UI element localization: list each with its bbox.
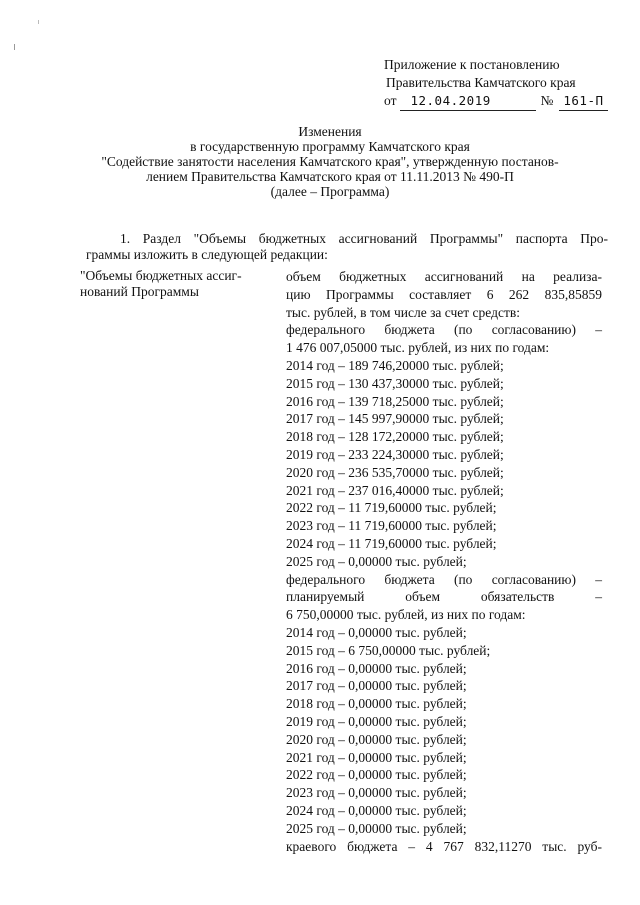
value-line: 2023 год – 11 719,60000 тыс. рублей;: [286, 518, 497, 534]
title-line-4: лением Правительства Камчатского края от 11.11.2013 № 490-П: [146, 169, 514, 184]
appendix-line-2: Правительства Камчатского края: [386, 75, 576, 90]
number-sign: №: [540, 93, 554, 108]
value-line: 2014 год – 0,00000 тыс. рублей;: [286, 624, 467, 640]
title-line-1: Изменения: [298, 124, 362, 139]
value-line: 2020 год – 236 535,70000 тыс. рублей;: [286, 464, 504, 480]
table-label-cell: [80, 268, 270, 300]
value-line: 2022 год – 0,00000 тыс. рублей;: [286, 767, 467, 783]
appendix-line-1: Приложение к постановлению: [384, 57, 560, 72]
intro-text-2: граммы изложить в следующей редакции:: [86, 247, 328, 262]
value-line: 2022 год – 11 719,60000 тыс. рублей;: [286, 500, 497, 516]
value-line: 2015 год – 6 750,00000 тыс. рублей;: [286, 642, 491, 658]
value-line: 2016 год – 0,00000 тыс. рублей;: [286, 660, 467, 676]
value-line: 2021 год – 237 016,40000 тыс. рублей;: [286, 482, 504, 498]
value-line: 2020 год – 0,00000 тыс. рублей;: [286, 731, 467, 747]
value-line: 2025 год – 0,00000 тыс. рублей;: [286, 820, 467, 836]
value-line: 2017 год – 0,00000 тыс. рублей;: [286, 678, 467, 694]
value-line: 2018 год – 128 172,20000 тыс. рублей;: [286, 429, 504, 445]
value-line: 2018 год – 0,00000 тыс. рублей;: [286, 696, 467, 712]
value-line: 2019 год – 0,00000 тыс. рублей;: [286, 713, 467, 729]
intro-text-1: 1. Раздел "Объемы бюджетных ассигнований Программы" паспорта Про-: [120, 231, 608, 246]
scan-mark: [14, 44, 15, 50]
value-line: цию Программы составляет 6 262 835,85859: [286, 286, 602, 302]
title-line-2: в государственную программу Камчатского края: [190, 139, 470, 154]
label-line-1: "Объемы бюджетных ассиг-: [80, 268, 242, 283]
value-line: 2019 год – 233 224,30000 тыс. рублей;: [286, 446, 504, 462]
label-line-2: нований Программы: [80, 284, 199, 299]
value-line: 1 476 007,05000 тыс. рублей, из них по годам:: [286, 340, 550, 356]
value-line: 2024 год – 11 719,60000 тыс. рублей;: [286, 535, 497, 551]
decree-date: 12.04.2019: [400, 92, 536, 111]
value-line: краевого бюджета – 4 767 832,11270 тыс. руб-: [286, 838, 602, 854]
document-title: [60, 124, 600, 199]
table-value-cell: [286, 268, 602, 855]
value-line: планируемый объем обязательств –: [286, 589, 602, 605]
value-line: тыс. рублей, в том числе за счет средств:: [286, 304, 521, 320]
value-line: 2023 год – 0,00000 тыс. рублей;: [286, 785, 467, 801]
title-line-3: "Содействие занятости населения Камчатского края", утвержденную постанов-: [101, 154, 559, 169]
title-line-5: (далее – Программа): [270, 184, 390, 199]
value-line: федерального бюджета (по согласованию) –: [286, 322, 602, 338]
appendix-date-line: [384, 92, 624, 111]
intro-paragraph: [86, 231, 608, 263]
value-line: 2025 год – 0,00000 тыс. рублей;: [286, 553, 467, 569]
value-line: 2021 год – 0,00000 тыс. рублей;: [286, 749, 467, 765]
value-line: 2016 год – 139 718,25000 тыс. рублей;: [286, 393, 504, 409]
appendix-header: [384, 56, 624, 111]
scan-mark: [38, 20, 39, 24]
value-line: федерального бюджета (по согласованию) –: [286, 571, 602, 587]
decree-number: 161-П: [559, 92, 607, 111]
value-line: 2015 год – 130 437,30000 тыс. рублей;: [286, 375, 504, 391]
from-label: от: [384, 93, 397, 108]
value-line: 6 750,00000 тыс. рублей, из них по годам:: [286, 607, 526, 623]
value-line: 2014 год – 189 746,20000 тыс. рублей;: [286, 357, 504, 373]
value-line: объем бюджетных ассигнований на реализа-: [286, 269, 602, 284]
value-line: 2024 год – 0,00000 тыс. рублей;: [286, 802, 467, 818]
value-line: 2017 год – 145 997,90000 тыс. рублей;: [286, 411, 504, 427]
